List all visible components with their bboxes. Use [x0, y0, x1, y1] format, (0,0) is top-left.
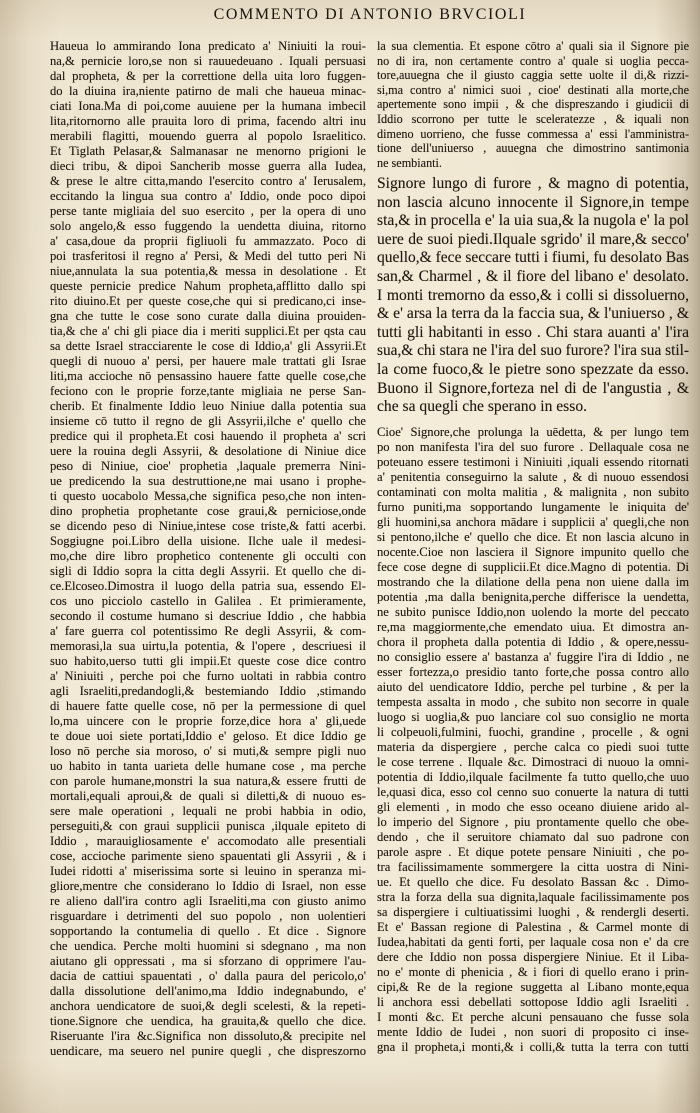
continuation-line: apertemente sono impii , & che dispreszando i giudicii di [377, 97, 690, 112]
continuation-line: la sua clementia. Et espone cōtro a' quali sia il Signore pie [377, 39, 689, 53]
continuation-line: ne sembianti. [377, 155, 442, 170]
left-column-line: do la diuina ira,niente patirno de mali che haueua minac- [50, 84, 366, 98]
commentary-line: potentia di Iddio,ilquale facilmente fa tutto quello,che uuo [377, 770, 689, 784]
commentary-line: nocente.Cioe non lasciera il Signore impunito quello che [377, 545, 689, 559]
commentary-line: po non manifesta l'ira del suo furore . Dellaquale cosa ne [377, 440, 689, 454]
commentary-continuation [377, 39, 689, 170]
left-column-line: re alieno dall'ira contro agli Israeliti,ma con giusto animo [50, 894, 366, 908]
left-column-line: Iudei ridotti a' miserissima sorte si leuino in speranza mi- [50, 864, 366, 878]
left-column-line: sere male operationi , lequali ne probi habbia in odio, [50, 804, 366, 818]
left-column-line: Et Tiglath Pelasar,& Salmanasar ne menorno prigioni le [50, 144, 366, 158]
left-column-line: na,& pernicie loro,se non si rauuedeuano . Iquali persuasi [50, 54, 366, 68]
continuation-line: Iddio scorrono per tutte le sceleratezze , & iquali non [377, 111, 689, 126]
left-column-line: feciono con le proprie forze,tante migliaia ne perse San- [50, 384, 366, 398]
left-column-line: suo habito,uerso tutti gli impii.Et queste cose dice contro [50, 654, 366, 668]
commentary-line: materia da dispergiere , perche calca co piedi suoi tutte [377, 740, 689, 754]
commentary-line: ue. Et quello che dice. Fu desolato Bassan &c . Dimo- [377, 875, 689, 889]
scripture-line: I monti tremorno da esso,& i colli si dissoluerno, [377, 286, 689, 304]
left-column-line: uo habito in tanta uarieta delle humane cose , ma perche [50, 759, 366, 773]
commentary-line: no e' monte di phenicia , & i fiori di quello erano i prin- [377, 965, 689, 979]
scripture-line: la come fuoco,& le pietre sono spezzate da esso. [377, 360, 689, 378]
left-column-line: uere la rouina degli Assyrii, & desolatione di Niniue dice [50, 444, 366, 458]
commentary-line: tempesta assalta in modo , che subito non secorre in quale [377, 695, 689, 709]
left-column-line: eccitando la lingua sua contro a' Iddio, onde poco dipoi [50, 189, 366, 203]
commentary-line: le,quasi dica, esso col cenno suo conuerte la natura di tutti [377, 785, 689, 799]
left-column-line: a' casa,doue da proprii figliuoli fu ammazzato. Poco di [50, 234, 366, 248]
left-column-line: queste pernicie predice Nahum propheta,afflitto dallo spi [50, 279, 366, 293]
left-column-line: Riseruante l'ira &c.Significa non dissoluto,& precipite nel [50, 1029, 366, 1043]
left-column-line: sopportando la contumelia di quello . Et dice . Signore [50, 924, 366, 938]
commentary-line: furno puniti,ma sopportando lungamente le iniquita de' [377, 500, 689, 514]
commentary-line: Iudea,habitati da genti forti, per laquale cosa non e' da cre [377, 935, 689, 949]
commentary-line: li colpeuoli,fulmini, fuochi, grandine , procelle , & ogni [377, 725, 689, 739]
commentary-line: chora il propheta dalla potentia di Iddio , & opere,nessu- [377, 635, 689, 649]
left-column-line: cose, accioche parimente sieno spauentati gli Assyrii , & i [50, 849, 366, 863]
commentary-line: potentia ,ma dalla benignita,perche differisce la uendetta, [377, 590, 689, 604]
commentary-line: lo imperio del Signore , piu prontamente quello che obe- [377, 815, 689, 829]
left-column-line: merabili flagitti, mouendo guerra al popolo Israelitico. [50, 129, 366, 143]
commentary-line: Et e' Bassan regione di Palestina , & Carmel monte di [377, 920, 689, 934]
commentary-line: no consiglio essere a' bastanza a' fuggire l'ira di Iddio , ne [377, 650, 689, 664]
left-column-line: solo angelo,& esso fuggendo la uendetta diuina, ritorno [50, 219, 366, 233]
left-column-line: risguardare i detrimenti del suo popolo , non uolentieri [50, 909, 367, 923]
left-column-line: a' fare guerra col potentissimo Re degli Assyrii, & com- [50, 624, 366, 638]
left-column-line: Iddio , marauigliosamente e' accomodato alle presentiali [50, 834, 366, 848]
commentary-line: esser fortezza,o presidio tanto forte,che possa contro allo [377, 665, 689, 679]
left-column-line: mortali,equali aproui,& de quali si diletti,& di nuouo es- [50, 789, 366, 803]
scripture-line: che sa quegli che sperano in esso. [377, 398, 588, 416]
left-column-line: peso di Niniue, cioe' prophetia ,laquale premerra Nini- [50, 459, 366, 473]
commentary-line: stra la forza della sua dignita,laquale facilissimamente pos [377, 890, 689, 904]
left-column-line: sigli di Iddio sopra la citta degli Assyrii. Et quello che di- [50, 564, 366, 578]
left-column-line: dino prophetia prophetante cose graui,& perniciose,onde [50, 504, 366, 518]
left-column-line: Soggiugne poi.Libro della uisione. Ilche uale il medesi- [50, 534, 366, 548]
scripture-line: Signore lungo di furore , & magno di potentia, [377, 175, 689, 192]
left-column-line: con parole humane,monstri la sua natura,& essere frutti de [50, 774, 366, 788]
commentary-line: dere che Iddio non possa dispergiere Niniue. Et il Liba- [377, 950, 690, 964]
commentary-line: poteuano essere testimoni i Niniuiti ,iquali essendo ritornati [377, 455, 689, 469]
left-column-line: ciati Iona.Ma di poi,come auuiene per la humana imbecil [50, 99, 366, 113]
commentary-line: dendo , che il seruitore chiamato dal suo padrone con [377, 830, 690, 844]
left-column-line: aiutano gli oppressati , ma si sforzano di opprimere l'au- [50, 954, 366, 968]
left-column-line: quegli di nuouo a' persi, per hauere male trattati gli Israe [50, 354, 366, 368]
left-column-line: perseguiti,& con graui supplicii punisca ,ilquale epiteto di [50, 819, 366, 833]
left-column-line: Haueua lo ammirando Iona predicato a' Niniuiti la roui- [50, 39, 366, 53]
left-column-line: cherib. Et finalmente Iddio leuo Niniue dalla potentia sua [50, 399, 366, 413]
scripture-line: non lascia alcuno innocente il Signore,in tempe [377, 193, 689, 211]
left-column-line: insieme cō tutto il regno de gli Assyrii,ilche e' quello che [50, 414, 366, 428]
commentary-line: ne subito punisce Iddio,non uolendo la morte del peccato [377, 605, 689, 619]
left-column-line: a' Niniuiti , perche poi che furno uoltati in rabbia contro [50, 669, 366, 683]
scripture-line: quello,& fece seccare tutti i fiumi, fu desolato Bas [377, 249, 690, 267]
left-column-line: tia,& che a' chi gli piace dia i meriti supplici.Et per qsta cau [50, 324, 366, 338]
left-column-line: lo,ma uincere con le proprie forze,dice hora a' gli,uede [50, 714, 366, 728]
continuation-line: no di ira, non certamente contro a' quale si uoglia pecca- [377, 53, 689, 68]
running-head: COMMENTO DI ANTONIO BRVCIOLI [213, 6, 527, 23]
left-column-line: ti questo uocabolo Messa,che significa peso,che non inten- [50, 489, 366, 503]
left-column-line: agli Israeliti,predandogli,& bestemiando Iddio ,stimando [50, 684, 366, 698]
scripture-line: sta,& in procella e' la uia sua,& la nugola e' la pol [377, 212, 689, 230]
scripture-line: tutti gli habitanti in esso . Chi stara auanti a' l'ira [377, 323, 689, 341]
left-column-line: secondo il costume humano si descriue Iddio , che habbia [50, 609, 366, 623]
commentary-line: si pentono,ilche e' quello che dice. Et non lascia alcuno in [377, 530, 689, 544]
left-column-line: dieci tribu, & dipoi Sancherib mosse guerra alla Iudea, [50, 159, 366, 173]
left-column-line: rito diuino.Et per queste cose,che qui si predicano,ci inse- [50, 294, 366, 308]
left-column-line: sa dette Israel stracciarente le cose di Iddio,a' gli Assyrii.Et [50, 339, 366, 353]
left-column-line: gliore,mentre che considerano lo Iddio di Israel, non esse [50, 879, 366, 893]
left-column [50, 39, 366, 1059]
left-column-line: anchora uendicatore de suoi,& degli scelesti, & la repeti- [50, 999, 366, 1013]
commentary-line: a' penitentia conseguirno la salute , & di nuouo essendosi [377, 470, 689, 484]
left-column-line: poi trasferitosi il regno a' Persi, & Medi del tutto peri Ni [50, 249, 366, 263]
left-column-line: se dicendo peso di Niniue,intese cose triste,& fatti acerbi. [50, 519, 366, 533]
continuation-line: si,ma contro a' nimici suoi , cioe' destinati alla morte,che [377, 82, 689, 97]
commentary-line: I monti &c. Et perche alcuni pensauano che fusse sola [377, 1010, 689, 1024]
left-column-line: dacia de cattiui spauentati , o' dalla paura del pericolo,o' [50, 969, 366, 983]
commentary-line: fece cose degne di supplicii.Et dice.Magno di potentia. Di [377, 560, 689, 574]
scripture-line: san,& Charmel , & il fiore del libano e' desolato. [377, 267, 689, 285]
commentary-line: li anchora essi debellati sottopose Iddio agli Israeliti . [377, 995, 689, 1009]
left-column-line: niue,annulata la sua potentia,& messa in desolatione . Et [50, 264, 366, 278]
left-column-line: di hauere fatte quelle cose, nō per la permessione di quel [50, 699, 366, 713]
left-column-line: cos uno picciolo castello in Galilea . Et primieramente, [50, 594, 366, 608]
commentary-line: contaminati con molta malitia , & malignita , non subito [377, 485, 689, 499]
continuation-line: tione dell'uniuerso , auuegna che dimostrino santimonia [377, 141, 689, 156]
left-column-line: te doue uoi siete portati,Iddio e' geloso. Et dice Iddio ge [50, 729, 366, 743]
commentary-line: mente Iddio de Iudei , non suori di proposito ci inse- [377, 1025, 689, 1039]
continuation-line: dimeno uorrieno, che fusse commessa a' essi l'amministra- [377, 126, 689, 141]
left-column-line: mo,che dire libro prophetico contenente gli occulti con [50, 549, 366, 563]
left-column-line: liti,ma accioche nō pensassino hauere fatte quelle cose,che [50, 369, 366, 383]
left-column-line: & prese le altre citta,mando l'esercito contro a' Ierusalem, [50, 174, 366, 188]
left-column-line: dal propheta, & per la correttione della uita loro fuggen- [50, 69, 366, 83]
left-column-line: dalla dissolutione dell'animo,ma Iddio indegnabundo, e' [50, 984, 366, 998]
continuation-line: tore,auuegna che il giusto caggia sette uolte il di,& rizzi- [377, 68, 689, 83]
scripture-passage [377, 175, 689, 417]
commentary-line: mostrando che la dilatione della pena non uiene dalla im [377, 575, 689, 589]
left-column-line: lita,ritornorno alle prauita loro di prima, facendo altri inu [50, 114, 366, 128]
left-column-line: tione.Signore che uendica, ha grauita,& quello che dice. [50, 1014, 366, 1028]
left-column-line: uendicare, ma seuero nel punire quegli , che dispreszorno [50, 1044, 367, 1058]
scripture-line: sua,& chi stara ne l'ira del suo furore? l'ira sua stil- [377, 342, 689, 360]
left-column-line: memorasi,la sua uirtu,la potentia, & l'opere , descriuesi il [50, 639, 366, 653]
commentary-line: parole aspre . Et dique potete pensare Niniuiti , che po- [377, 845, 689, 859]
left-column-line: perse tante migliaia del suo esercito , per la opera di uno [50, 204, 366, 218]
commentary-line: gli elementi , in modo che esso oceano diuiene arido al- [377, 800, 689, 814]
commentary-text [377, 425, 689, 1055]
commentary-line: Cioe' Signore,che prolunga la uēdetta, & per lungo tem [377, 425, 689, 439]
commentary-line: sa dispergiere i cultiuatissimi luoghi , & rendergli deserti. [377, 905, 689, 919]
left-column-line: predice qui il propheta.Et cosi hauendo il propheta a' scri [50, 429, 366, 443]
left-column-line: che uendica. Perche molti huomini si sdegnano , ma non [50, 939, 366, 953]
commentary-line: aiuto del uendicatore Iddio, perche pel turbine , & per la [377, 680, 689, 694]
scripture-line: uere de suoi piedi.Ilquale sgrido' il mare,& secco' [377, 230, 689, 248]
commentary-line: luogo si uoglia,& puo lanciare col suo consiglio ne morta [377, 710, 689, 724]
left-column-line: gna che tutte le cose sono curate dalla diuina prouiden- [50, 309, 366, 323]
scripture-line: Buono il Signore,forteza nel di de l'angustia , & [377, 379, 689, 397]
commentary-line: re,ma maggiormente,che emendato uiua. Et dimostra an- [377, 620, 690, 634]
commentary-line: gli huomini,sa anchora mādare i supplicii a' quegli,che non [377, 515, 689, 529]
left-column-line: ue predicendo la sua destruttione,ne mai usano i prophe- [50, 474, 366, 488]
commentary-line: tra facilissimamente sommergere la citta uostra di Nini- [377, 860, 689, 874]
left-column-line: ce.Elcoseo.Dimostra il luogo della patria sua, essendo El- [50, 579, 366, 593]
commentary-line: cipi,& Re de la regione suggetta al Libano monte,equa [377, 980, 690, 994]
left-column-line: loso nō perche sia moroso, o' si muti,& sempre pigli nuo [50, 744, 366, 758]
commentary-line: gna il propheta,i monti,& i colli,& tutta la terra con tutti [377, 1040, 689, 1054]
commentary-line: le cose terrene . Ilquale &c. Dimostraci di nuouo la omni- [377, 755, 689, 769]
scripture-line: & e' arsa la terra da la faccia sua, & l'uniuerso , & [377, 305, 689, 323]
